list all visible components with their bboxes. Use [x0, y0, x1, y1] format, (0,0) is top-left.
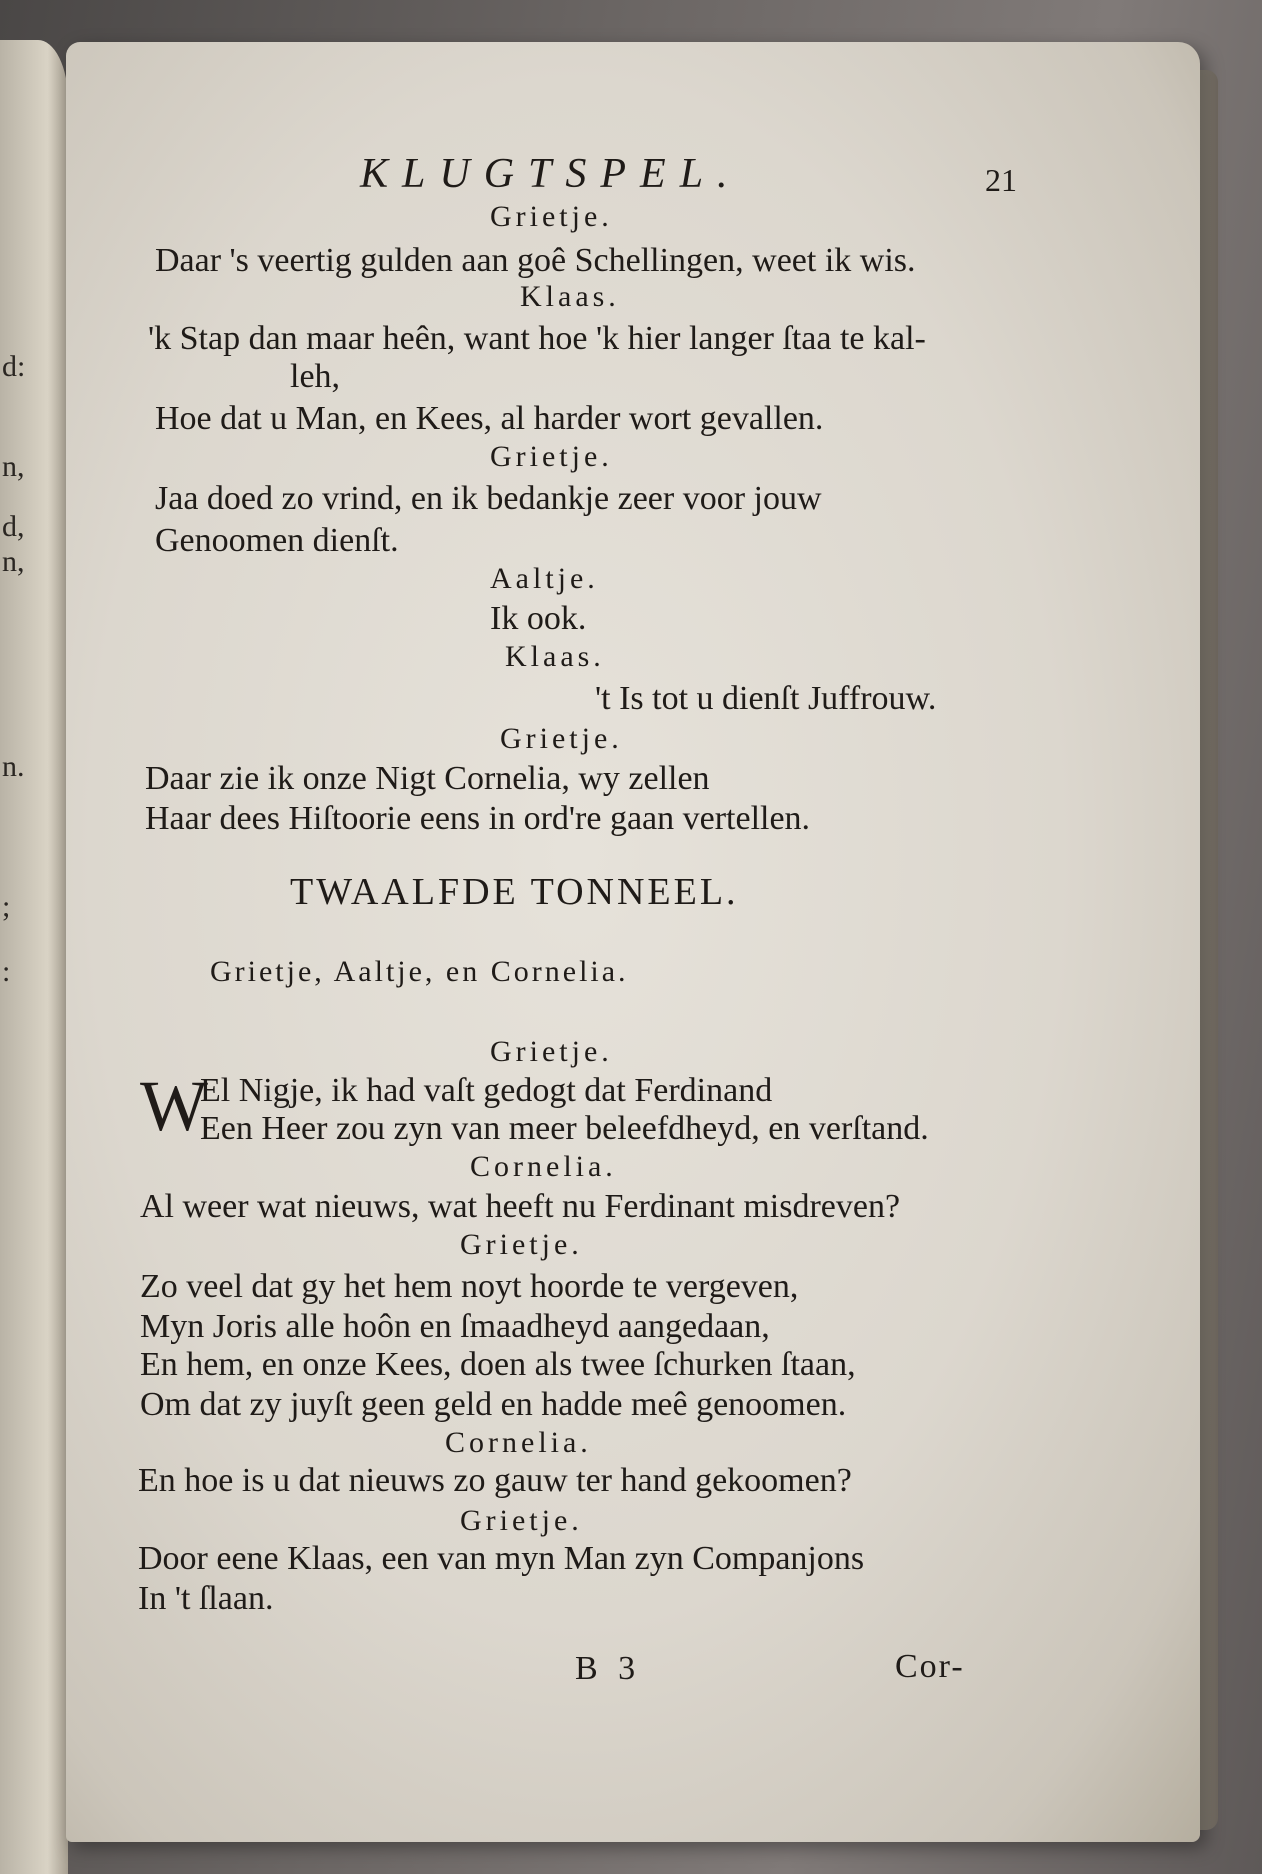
verse-line: Hoe dat u Man, en Kees, al harder wort gevallen. [155, 400, 824, 437]
verse-line: En hem, en onze Kees, doen als twee ſchurken ſtaan, [140, 1346, 856, 1383]
left-page-fragment: n, [2, 450, 25, 483]
verse-line: Door eene Klaas, een van myn Man zyn Companjons [138, 1540, 865, 1577]
speaker-label: Klaas. [520, 280, 620, 313]
speaker-label: Grietje. [460, 1504, 583, 1537]
speaker-label: Grietje. [460, 1228, 583, 1261]
speaker-label: Grietje. [500, 722, 623, 755]
verse-line: Ik ook. [490, 600, 587, 637]
speaker-label: Aaltje. [490, 562, 599, 595]
verse-line: Jaa doed zo vrind, en ik bedankje zeer voor jouw [155, 480, 822, 517]
scene-cast: Grietje, Aaltje, en Cornelia. [210, 955, 629, 988]
verse-line: Genoomen dienſt. [155, 522, 399, 559]
signature-mark: B 3 [575, 1650, 642, 1687]
running-title: KLUGTSPEL. [360, 151, 742, 197]
verse-line: In 't ſlaan. [138, 1580, 274, 1617]
scene-title: TWAALFDE TONNEEL. [290, 871, 739, 913]
left-page-fragment: d: [2, 350, 26, 383]
left-page-fragment: : [2, 955, 11, 988]
catchword: Cor- [895, 1648, 965, 1685]
verse-line: Een Heer zou zyn van meer beleefdheyd, en verſtand. [200, 1110, 929, 1147]
left-page-edge [0, 40, 68, 1874]
verse-line: Daar 's veertig gulden aan goê Schellingen, weet ik wis. [155, 242, 916, 279]
verse-line: Al weer wat nieuws, wat heeft nu Ferdinant misdreven? [140, 1188, 901, 1225]
verse-line: Om dat zy juyſt geen geld en hadde meê genoomen. [140, 1386, 847, 1423]
page-number: 21 [985, 162, 1017, 198]
verse-line: En hoe is u dat nieuws zo gauw ter hand gekoomen? [138, 1462, 852, 1499]
verse-line: Haar dees Hiſtoorie eens in ord're gaan vertellen. [145, 800, 811, 837]
speaker-label: Cornelia. [470, 1150, 617, 1183]
speaker-label: Grietje. [490, 440, 613, 473]
verse-line: Daar zie ik onze Nigt Cornelia, wy zellen [145, 760, 710, 797]
verse-line: leh, [290, 358, 341, 395]
verse-line: Zo veel dat gy het hem noyt hoorde te vergeven, [140, 1268, 799, 1305]
speaker-label: Klaas. [505, 640, 605, 673]
drop-cap: W [140, 1066, 208, 1146]
left-page-fragment: n. [2, 750, 25, 783]
verse-line: Myn Joris alle hoôn en ſmaadheyd aangedaan, [140, 1308, 770, 1345]
speaker-label: Grietje. [490, 200, 613, 233]
left-page-fragment: d, [2, 510, 25, 543]
left-page-fragment: ; [2, 890, 11, 923]
verse-line: El Nigje, ik had vaſt gedogt dat Ferdinand [200, 1072, 773, 1109]
speaker-label: Cornelia. [445, 1426, 592, 1459]
verse-line: 'k Stap dan maar heên, want hoe 'k hier langer ſtaa te kal- [148, 320, 926, 357]
left-page-fragment: n, [2, 545, 25, 578]
speaker-label: Grietje. [490, 1035, 613, 1068]
verse-line: 't Is tot u dienſt Juffrouw. [595, 680, 937, 717]
